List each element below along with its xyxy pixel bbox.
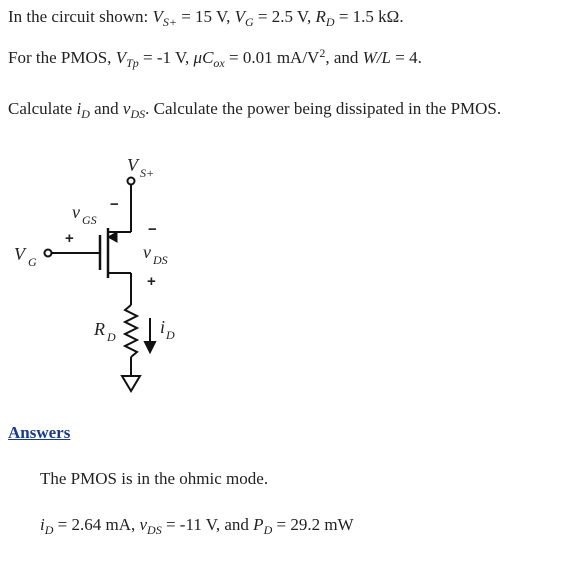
id-label: i (160, 317, 166, 337)
vgs-minus-sign: − (110, 196, 119, 213)
vg-label-sub: G (28, 255, 37, 269)
pmos-intro: For the PMOS, (8, 48, 116, 67)
vtp-value: = -1 V, (138, 48, 194, 67)
vgs-label: v (72, 202, 80, 222)
rd-resistor (125, 305, 137, 357)
id-label-sub: D (166, 328, 175, 342)
id-symbol: i (76, 99, 82, 118)
vds-label-sub: DS (153, 253, 168, 267)
ans-pd-subscript: D (263, 523, 273, 537)
task-text-c: . Calculate the power being dissipated in the PMOS. (145, 99, 502, 118)
vtp-subscript: Tp (126, 56, 139, 70)
vg-symbol: V (234, 7, 245, 26)
problem-line-task (8, 99, 501, 122)
task-text-a: Calculate (8, 99, 77, 118)
vg-label: V (14, 244, 25, 264)
vs-label: V (127, 155, 138, 175)
vs-value: = 15 V, (176, 7, 235, 26)
rd-subscript: D (325, 15, 335, 29)
mucox-value: = 0.01 mA/V (224, 48, 320, 67)
vtp-symbol: V (115, 48, 127, 67)
ans-id-subscript: D (44, 523, 54, 537)
vg-value: = 2.5 V, (253, 7, 316, 26)
vgs-label-sub: GS (82, 213, 97, 227)
vds-symbol: v (122, 99, 131, 118)
problem-line-pmos-params (8, 46, 422, 71)
answer-mode-text: The PMOS is in the ohmic mode. (40, 469, 269, 488)
vds-minus-sign: − (148, 221, 157, 238)
problem-line-given-values (8, 7, 404, 30)
rd-value: = 1.5 kΩ. (334, 7, 404, 26)
vgs-plus-sign: + (65, 230, 74, 247)
wl-symbol: W/L (362, 48, 391, 67)
ans-pd-value: = 29.2 mW (272, 515, 354, 534)
vs-terminal (128, 178, 135, 185)
task-text-b: and (89, 99, 123, 118)
vg-subscript: G (244, 15, 254, 29)
mucox-symbol: μC (193, 48, 214, 67)
vg-terminal (45, 250, 52, 257)
vs-label-sub: S+ (140, 166, 155, 180)
ans-vds-value: = -11 V, and (161, 515, 254, 534)
answer-results (40, 515, 354, 538)
ans-vds-symbol: v (139, 515, 148, 534)
ans-vds-subscript: DS (147, 523, 162, 537)
rd-label-sub: D (107, 330, 116, 344)
ground-icon (122, 376, 140, 391)
vds-plus-sign: + (147, 273, 156, 290)
rd-label: R (94, 319, 105, 339)
id-subscript: D (81, 107, 90, 121)
id-arrow-icon (145, 342, 155, 352)
ans-id-symbol: i (40, 515, 45, 534)
vs-subscript: S+ (162, 15, 177, 29)
ans-id-value: = 2.64 mA, (53, 515, 140, 534)
vds-label: v (143, 242, 151, 262)
wl-value: = 4. (390, 48, 422, 67)
ans-pd-symbol: P (253, 515, 264, 534)
vds-subscript: DS (130, 107, 146, 121)
mucox-superscript: 2 (319, 46, 326, 60)
vs-symbol: V (152, 7, 163, 26)
mucox-end: , and (325, 48, 363, 67)
answers-link[interactable]: Answers (8, 423, 71, 442)
intro-text: In the circuit shown: (8, 7, 153, 26)
pmos-circuit-diagram (0, 150, 564, 400)
source-arrow-icon (108, 232, 117, 242)
mucox-subscript: ox (213, 56, 225, 70)
rd-symbol: R (315, 7, 326, 26)
